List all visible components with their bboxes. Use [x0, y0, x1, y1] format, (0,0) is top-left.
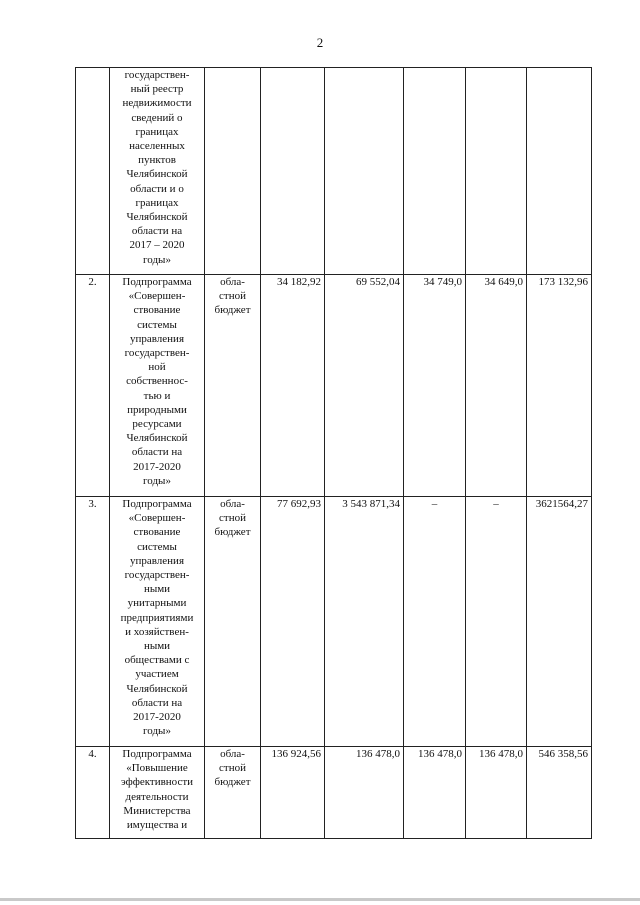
- total-cell: 173 132,96: [527, 275, 592, 497]
- page-bottom-edge: [0, 898, 640, 901]
- value-cell: [404, 68, 466, 275]
- row-number: [76, 68, 110, 275]
- table-row: [76, 497, 592, 747]
- row-number: 4.: [76, 747, 110, 839]
- value-cell: 136 478,0: [466, 747, 527, 839]
- value-cell: –: [466, 497, 527, 747]
- budget-table: [75, 67, 592, 839]
- funding-source: обла- стной бюджет: [205, 747, 261, 839]
- table-row: [76, 275, 592, 497]
- value-cell: 3 543 871,34: [325, 497, 404, 747]
- value-cell: 34 182,92: [261, 275, 325, 497]
- value-cell: 77 692,93: [261, 497, 325, 747]
- value-cell: 136 478,0: [325, 747, 404, 839]
- page-number: 2: [316, 35, 324, 50]
- funding-source: обла- стной бюджет: [205, 275, 261, 497]
- program-name: государствен- ный реестр недвижимости сведений о границах населенных пунктов Челябинской области и о границах Челябинской области на 2017 – 2020 годы»: [110, 68, 205, 275]
- program-name: Подпрограмма «Совершен- ствование системы управления государствен- ными унитарными предприятиями и хозяйствен- ными обществами с участием Челябинской области на 2017-2020 годы»: [110, 497, 205, 747]
- table-row: [76, 68, 592, 275]
- value-cell: –: [404, 497, 466, 747]
- funding-source: [205, 68, 261, 275]
- value-cell: 69 552,04: [325, 275, 404, 497]
- total-cell: [527, 68, 592, 275]
- row-number: 2.: [76, 275, 110, 497]
- value-cell: [261, 68, 325, 275]
- value-cell: 34 649,0: [466, 275, 527, 497]
- total-cell: 546 358,56: [527, 747, 592, 839]
- value-cell: [466, 68, 527, 275]
- program-name: Подпрограмма «Совершен- ствование системы управления государствен- ной собственнос- тью и природными ресурсами Челябинской области на 2017-2020 годы»: [110, 275, 205, 497]
- program-name: Подпрограмма «Повышение эффективности деятельности Министерства имущества и: [110, 747, 205, 839]
- total-cell: 3621564,27: [527, 497, 592, 747]
- value-cell: 34 749,0: [404, 275, 466, 497]
- value-cell: 136 478,0: [404, 747, 466, 839]
- value-cell: 136 924,56: [261, 747, 325, 839]
- funding-source: обла- стной бюджет: [205, 497, 261, 747]
- row-number: 3.: [76, 497, 110, 747]
- value-cell: [325, 68, 404, 275]
- table-row: [76, 747, 592, 839]
